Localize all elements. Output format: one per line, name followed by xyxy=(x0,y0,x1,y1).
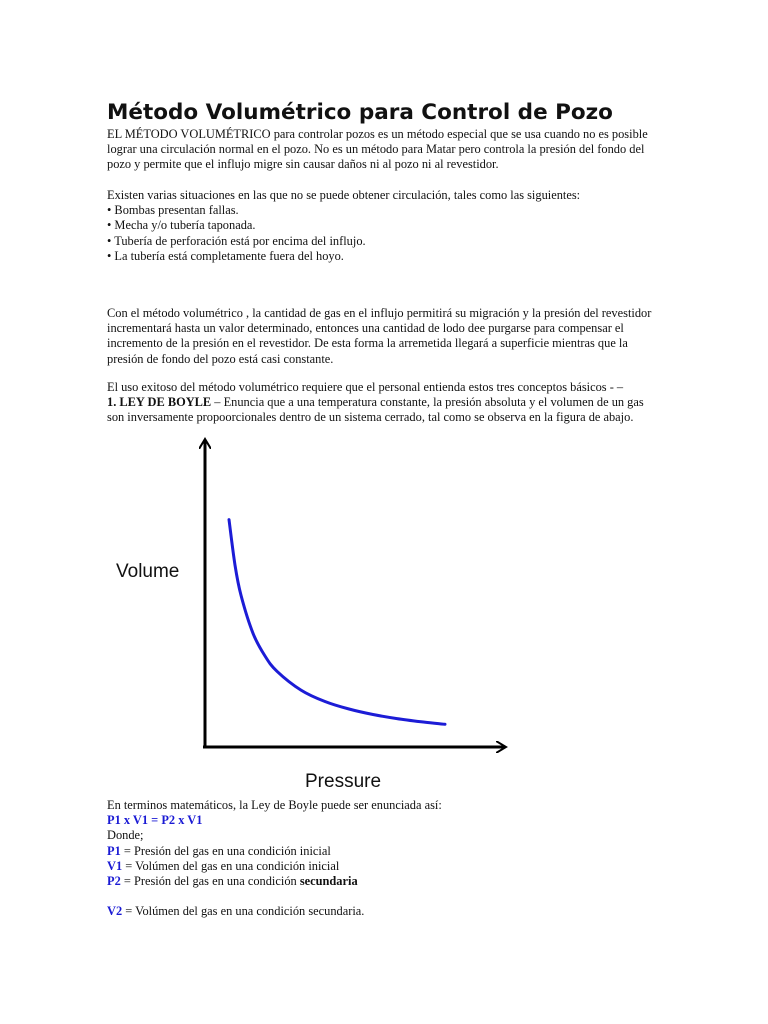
symbol-v2: V2 xyxy=(107,904,123,919)
definition-p2 xyxy=(107,874,667,889)
migration-line: incremento de la presión en el revestidor. De esta forma la arremetida llegará a superficie mientras que la xyxy=(107,336,628,351)
boyle-curve xyxy=(229,520,445,725)
definition-text: = Volúmen del gas en una condición inicial xyxy=(122,858,340,873)
y-axis-label: Volume xyxy=(116,561,180,582)
migration-paragraph xyxy=(107,306,667,367)
bullet-item: • Mecha y/o tubería taponada. xyxy=(107,218,256,233)
boyle-line-2: son inversamente propoorcionales dentro de un sistema cerrado, tal como se observa en la figura de abajo. xyxy=(107,410,634,425)
bullet-item: • La tubería está completamente fuera del hoyo. xyxy=(107,248,344,263)
donde-label: Donde; xyxy=(107,828,144,843)
definition-v1 xyxy=(107,859,667,874)
bullet-item: • Bombas presentan fallas. xyxy=(107,203,239,218)
x-axis-label: Pressure xyxy=(305,771,382,792)
intro-line: pozo y permite que el influjo migre sin causar daños ni al pozo ni al revestidor. xyxy=(107,157,499,172)
situations-intro: Existen varias situaciones en las que no se puede obtener circulación, tales como las siguientes: xyxy=(107,188,581,202)
boyle-equation: P1 x V1 = P2 x V1 xyxy=(107,813,203,828)
situations-paragraph xyxy=(107,188,667,264)
boyle-line xyxy=(107,395,667,410)
migration-line: incrementará hasta un valor determinado, entonces una cantidad de lodo dee purgarse para compensar el xyxy=(107,321,624,336)
symbol-p2: P2 xyxy=(107,874,121,889)
intro-line: lograr una circulación normal en el pozo. No es un método para Matar pero controla la presión del fondo del xyxy=(107,142,645,157)
boyle-chart xyxy=(100,432,520,797)
spacer xyxy=(107,889,667,904)
formula-intro: En terminos matemáticos, la Ley de Boyle puede ser enunciada así: xyxy=(107,798,442,812)
intro-paragraph xyxy=(107,127,667,173)
definition-bold-tail: secundaria xyxy=(299,874,358,889)
symbol-v1: V1 xyxy=(107,858,123,873)
definition-v2 xyxy=(107,904,667,919)
page-title: Método Volumétrico para Control de Pozo xyxy=(107,100,613,125)
migration-line: presión de fondo del pozo está casi constante. xyxy=(107,351,334,366)
bullet-item: • Tubería de perforación está por encima del influjo. xyxy=(107,233,366,248)
migration-line: Con el método volumétrico , la cantidad de gas en el influjo permitirá su migración y la presión del revestidor xyxy=(107,306,652,320)
concepts-paragraph xyxy=(107,380,667,426)
definition-p1 xyxy=(107,844,667,859)
definition-text: = Presión del gas en una condición xyxy=(120,874,300,889)
intro-line: EL MÉTODO VOLUMÉTRICO para controlar pozos es un método especial que se usa cuando no es posible xyxy=(107,127,648,141)
formula-section xyxy=(107,798,667,919)
symbol-p1: P1 xyxy=(107,843,121,858)
definition-text: = Presión del gas en una condición inicial xyxy=(120,843,331,858)
concepts-intro: El uso exitoso del método volumétrico requiere que el personal entienda estos tres conceptos básicos - – xyxy=(107,380,624,394)
boyle-text: – Enuncia que a una temperatura constante, la presión absoluta y el volumen de un gas xyxy=(211,395,644,410)
definition-text: = Volúmen del gas en una condición secundaria. xyxy=(122,904,365,919)
boyle-heading: 1. LEY DE BOYLE xyxy=(107,395,212,410)
